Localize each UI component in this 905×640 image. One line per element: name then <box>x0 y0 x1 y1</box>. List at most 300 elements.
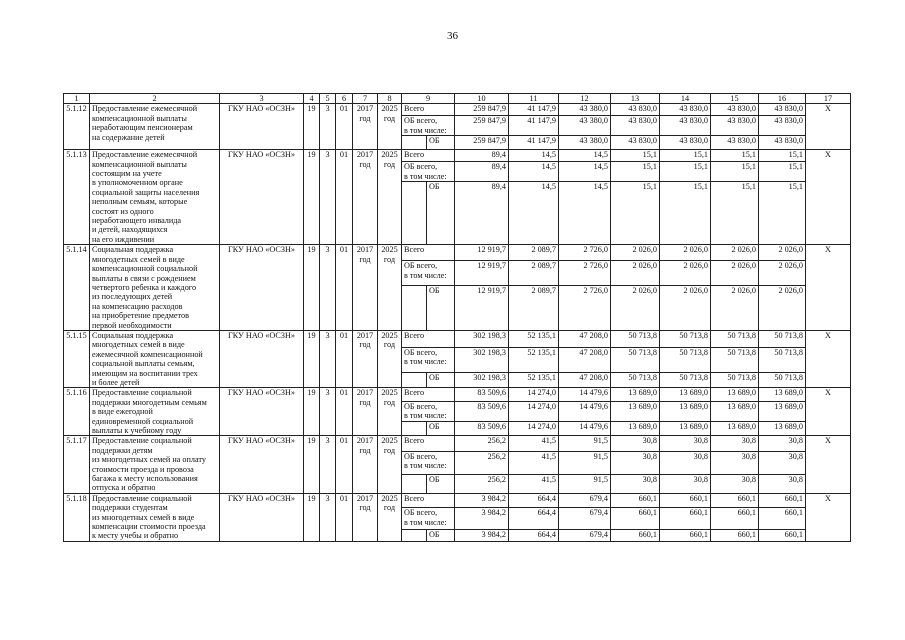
funding-total-label: Всего <box>402 388 455 401</box>
header-cell: 4 <box>304 94 320 104</box>
code-col6: 01 <box>336 245 353 331</box>
measure-name-line: имеющим на воспитании трех <box>92 368 198 378</box>
funding-total-label: Всего <box>402 245 455 261</box>
funding-total-value: 2 026,0 <box>759 245 806 261</box>
funding-ob-value: 679,4 <box>559 508 611 530</box>
funding-ob-only-value: 259 847,9 <box>455 136 509 150</box>
header-cell: 1 <box>64 94 90 104</box>
funding-total-value: 30,8 <box>711 436 759 451</box>
funding-ob-only-value: 660,1 <box>711 530 759 542</box>
funding-ob-only-value: 660,1 <box>611 530 660 542</box>
funding-ob-only-value: 30,8 <box>759 475 806 494</box>
funding-ob-value: 43 380,0 <box>559 116 611 136</box>
funding-ob-only-value: 14 274,0 <box>509 422 559 436</box>
funding-total-value: 13 689,0 <box>759 388 806 401</box>
table-row <box>64 436 851 451</box>
funding-ob-only-value: 30,8 <box>660 475 711 494</box>
measure-name-line: неработающим пенсионерам <box>92 123 193 133</box>
funding-ob-only-value: 664,4 <box>509 530 559 542</box>
end-year: 2025 год <box>378 493 402 541</box>
measure-name-line: неполным семьям, которые <box>92 197 188 207</box>
funding-ob-value: 15,1 <box>611 162 660 182</box>
measure-name-line: отпуска и обратно <box>92 483 156 493</box>
code-col4: 19 <box>304 245 320 331</box>
funding-ob-label: ОБ <box>427 182 455 245</box>
funding-total-value: 43 830,0 <box>611 104 660 116</box>
funding-spacer <box>402 182 427 245</box>
table-row <box>64 245 851 261</box>
measure-name-line: багажа к месту использования <box>92 474 198 484</box>
funding-ob-value: 43 830,0 <box>611 116 660 136</box>
funding-total-value: 41 147,9 <box>509 104 559 116</box>
funding-ob-only-value: 660,1 <box>759 530 806 542</box>
funding-ob-value: 43 830,0 <box>711 116 759 136</box>
measure-name <box>90 245 220 331</box>
measure-name <box>90 436 220 493</box>
funding-ob-value: 47 208,0 <box>559 347 611 372</box>
funding-ob-value: 83 509,6 <box>455 401 509 421</box>
col17-mark: Х <box>806 245 851 331</box>
funding-ob-value: 660,1 <box>660 508 711 530</box>
row-id: 5.1.13 <box>64 150 90 245</box>
funding-ob-value: 43 830,0 <box>660 116 711 136</box>
funding-ob-value: 302 198,3 <box>455 347 509 372</box>
funding-ob-only-value: 43 830,0 <box>711 136 759 150</box>
col17-mark: Х <box>806 388 851 436</box>
col17-mark: Х <box>806 493 851 541</box>
funding-ob-line: в том числе: <box>404 125 447 135</box>
executor: ГКУ НАО «ОСЗН» <box>220 388 304 436</box>
executor: ГКУ НАО «ОСЗН» <box>220 150 304 245</box>
end-year: 2025 год <box>378 150 402 245</box>
start-year: 2017 год <box>353 493 378 541</box>
funding-ob-line: ОБ всего, <box>404 508 438 518</box>
funding-ob-label: ОБ <box>427 422 455 436</box>
funding-total-value: 2 026,0 <box>660 245 711 261</box>
funding-total-value: 13 689,0 <box>711 388 759 401</box>
measure-name-line: компенсационной выплаты <box>92 159 187 169</box>
code-col5: 3 <box>320 150 336 245</box>
funding-total-value: 660,1 <box>759 493 806 507</box>
start-year: 2017 год <box>353 388 378 436</box>
table-row <box>64 388 851 401</box>
funding-ob-value: 30,8 <box>759 451 806 474</box>
funding-total-value: 43 830,0 <box>759 104 806 116</box>
funding-ob-including-label <box>402 508 455 530</box>
executor: ГКУ НАО «ОСЗН» <box>220 436 304 493</box>
funding-spacer <box>402 530 427 542</box>
start-year: 2017 год <box>353 330 378 387</box>
funding-total-value: 2 026,0 <box>711 245 759 261</box>
funding-ob-value: 50 713,8 <box>759 347 806 372</box>
funding-total-value: 47 208,0 <box>559 330 611 347</box>
header-cell: 10 <box>455 94 509 104</box>
funding-ob-only-value: 89,4 <box>455 182 509 245</box>
code-col5: 3 <box>320 436 336 493</box>
funding-ob-only-value: 13 689,0 <box>611 422 660 436</box>
funding-total-label: Всего <box>402 150 455 162</box>
funding-ob-only-value: 30,8 <box>711 475 759 494</box>
funding-spacer <box>402 372 427 387</box>
funding-ob-line: в том числе: <box>404 270 447 280</box>
funding-ob-only-value: 302 198,3 <box>455 372 509 387</box>
funding-total-value: 50 713,8 <box>611 330 660 347</box>
header-cell: 11 <box>509 94 559 104</box>
budget-table <box>63 93 851 542</box>
measure-name-line: компенсации стоимости проезда <box>92 522 206 532</box>
funding-ob-value: 13 689,0 <box>759 401 806 421</box>
funding-ob-only-value: 50 713,8 <box>711 372 759 387</box>
measure-name-line: единовременной социальной <box>92 416 194 426</box>
measure-name-line: Социальная поддержка <box>92 330 174 340</box>
funding-ob-value: 13 689,0 <box>711 401 759 421</box>
funding-ob-only-value: 2 026,0 <box>660 286 711 331</box>
funding-ob-line: ОБ всего, <box>404 347 438 357</box>
funding-ob-only-value: 41 147,9 <box>509 136 559 150</box>
measure-name-line: на приобретение предметов <box>92 311 189 321</box>
funding-ob-only-value: 91,5 <box>559 475 611 494</box>
measure-name-line: и детей, находящихся <box>92 225 168 235</box>
funding-total-value: 14,5 <box>559 150 611 162</box>
funding-ob-value: 2 089,7 <box>509 261 559 286</box>
measure-name-line: многодетных семей в виде <box>92 340 185 350</box>
executor: ГКУ НАО «ОСЗН» <box>220 330 304 387</box>
funding-total-value: 13 689,0 <box>660 388 711 401</box>
funding-ob-only-value: 43 830,0 <box>759 136 806 150</box>
funding-total-value: 2 026,0 <box>611 245 660 261</box>
funding-ob-value: 41,5 <box>509 451 559 474</box>
funding-ob-label: ОБ <box>427 286 455 331</box>
measure-name-line: Предоставление ежемесячной <box>92 150 198 160</box>
header-cell: 16 <box>759 94 806 104</box>
funding-ob-line: в том числе: <box>404 517 447 527</box>
funding-ob-label: ОБ <box>427 136 455 150</box>
funding-ob-only-value: 83 509,6 <box>455 422 509 436</box>
measure-name-line: четвертого ребенка и каждого <box>92 282 197 292</box>
funding-total-value: 91,5 <box>559 436 611 451</box>
funding-ob-value: 14,5 <box>559 162 611 182</box>
funding-total-value: 660,1 <box>711 493 759 507</box>
code-col4: 19 <box>304 493 320 541</box>
measure-name <box>90 150 220 245</box>
funding-ob-line: в том числе: <box>404 171 447 181</box>
funding-ob-value: 30,8 <box>660 451 711 474</box>
funding-ob-only-value: 679,4 <box>559 530 611 542</box>
funding-total-value: 302 198,3 <box>455 330 509 347</box>
funding-ob-including-label <box>402 347 455 372</box>
funding-ob-only-value: 2 026,0 <box>759 286 806 331</box>
header-cell: 6 <box>336 94 353 104</box>
funding-ob-value: 52 135,1 <box>509 347 559 372</box>
measure-name-line: Предоставление социальной <box>92 388 192 398</box>
page-number: 36 <box>447 30 458 42</box>
funding-ob-value: 14 274,0 <box>509 401 559 421</box>
measure-name-line: ежемесячной компенсационной <box>92 349 203 359</box>
code-col4: 19 <box>304 150 320 245</box>
code-col6: 01 <box>336 436 353 493</box>
header-cell: 17 <box>806 94 851 104</box>
header-cell: 14 <box>660 94 711 104</box>
measure-name-line: и более детей <box>92 377 140 387</box>
funding-ob-label: ОБ <box>427 475 455 494</box>
measure-name-line: неработающего инвалида <box>92 216 182 226</box>
funding-total-value: 14,5 <box>509 150 559 162</box>
funding-total-value: 660,1 <box>611 493 660 507</box>
header-cell: 15 <box>711 94 759 104</box>
executor: ГКУ НАО «ОСЗН» <box>220 104 304 150</box>
funding-ob-only-value: 12 919,7 <box>455 286 509 331</box>
funding-total-label: Всего <box>402 436 455 451</box>
measure-name-line: на его иждивении <box>92 234 155 244</box>
measure-name-line: на компенсацию расходов <box>92 301 183 311</box>
measure-name-line: на содержание детей <box>92 132 165 142</box>
funding-total-value: 3 984,2 <box>455 493 509 507</box>
measure-name <box>90 104 220 150</box>
row-id: 5.1.12 <box>64 104 90 150</box>
funding-ob-value: 259 847,9 <box>455 116 509 136</box>
funding-ob-label: ОБ <box>427 372 455 387</box>
funding-ob-line: ОБ всего, <box>404 401 438 411</box>
row-id: 5.1.17 <box>64 436 90 493</box>
funding-total-value: 664,4 <box>509 493 559 507</box>
funding-spacer <box>402 475 427 494</box>
funding-total-value: 2 089,7 <box>509 245 559 261</box>
code-col4: 19 <box>304 436 320 493</box>
funding-ob-only-value: 256,2 <box>455 475 509 494</box>
measure-name-line: к месту учебы и обратно <box>92 531 179 541</box>
measure-name-line: поддержки студентам <box>92 503 168 513</box>
start-year: 2017 год <box>353 150 378 245</box>
funding-ob-value: 664,4 <box>509 508 559 530</box>
measure-name <box>90 388 220 436</box>
funding-total-value: 14 274,0 <box>509 388 559 401</box>
funding-total-value: 14 479,6 <box>559 388 611 401</box>
funding-ob-line: в том числе: <box>404 357 447 366</box>
funding-ob-line: в том числе: <box>404 461 447 471</box>
end-year: 2025 год <box>378 388 402 436</box>
funding-ob-value: 12 919,7 <box>455 261 509 286</box>
funding-ob-line: ОБ всего, <box>404 116 438 126</box>
code-col6: 01 <box>336 388 353 436</box>
funding-total-label: Всего <box>402 330 455 347</box>
funding-ob-only-value: 43 380,0 <box>559 136 611 150</box>
measure-name-line: из многодетных семей на оплату <box>92 455 206 465</box>
funding-total-label: Всего <box>402 104 455 116</box>
code-col5: 3 <box>320 493 336 541</box>
funding-total-value: 15,1 <box>660 150 711 162</box>
header-cell: 12 <box>559 94 611 104</box>
start-year: 2017 год <box>353 104 378 150</box>
measure-name-line: выплаты в связи с рождением <box>92 273 196 283</box>
row-id: 5.1.14 <box>64 245 90 331</box>
col17-mark: Х <box>806 104 851 150</box>
funding-ob-line: ОБ всего, <box>404 261 438 271</box>
col17-mark: Х <box>806 150 851 245</box>
measure-name-line: социальной выплаты семьям, <box>92 359 195 369</box>
funding-total-value: 41,5 <box>509 436 559 451</box>
start-year: 2017 год <box>353 436 378 493</box>
funding-ob-including-label <box>402 451 455 474</box>
table-row <box>64 104 851 116</box>
col17-mark: Х <box>806 330 851 387</box>
funding-ob-including-label <box>402 162 455 182</box>
funding-ob-value: 13 689,0 <box>611 401 660 421</box>
funding-total-label: Всего <box>402 493 455 507</box>
funding-total-value: 89,4 <box>455 150 509 162</box>
funding-ob-value: 2 026,0 <box>660 261 711 286</box>
funding-total-value: 52 135,1 <box>509 330 559 347</box>
code-col4: 19 <box>304 330 320 387</box>
funding-ob-value: 30,8 <box>611 451 660 474</box>
funding-ob-only-value: 14,5 <box>559 182 611 245</box>
col17-mark: Х <box>806 436 851 493</box>
funding-ob-only-value: 30,8 <box>611 475 660 494</box>
measure-name-line: компенсационной выплаты <box>92 113 187 123</box>
funding-ob-value: 41 147,9 <box>509 116 559 136</box>
row-id: 5.1.18 <box>64 493 90 541</box>
code-col4: 19 <box>304 388 320 436</box>
funding-ob-value: 2 026,0 <box>611 261 660 286</box>
funding-ob-value: 43 830,0 <box>759 116 806 136</box>
funding-total-value: 43 830,0 <box>660 104 711 116</box>
funding-ob-including-label <box>402 261 455 286</box>
code-col4: 19 <box>304 104 320 150</box>
executor: ГКУ НАО «ОСЗН» <box>220 493 304 541</box>
funding-spacer <box>402 422 427 436</box>
measure-name-line: в виде ежегодной <box>92 407 153 417</box>
code-col6: 01 <box>336 330 353 387</box>
code-col5: 3 <box>320 388 336 436</box>
table-row <box>64 330 851 347</box>
funding-ob-only-value: 13 689,0 <box>660 422 711 436</box>
executor: ГКУ НАО «ОСЗН» <box>220 245 304 331</box>
funding-total-value: 50 713,8 <box>759 330 806 347</box>
funding-ob-only-value: 41,5 <box>509 475 559 494</box>
funding-ob-value: 50 713,8 <box>660 347 711 372</box>
end-year: 2025 год <box>378 104 402 150</box>
funding-ob-value: 50 713,8 <box>611 347 660 372</box>
funding-ob-only-value: 13 689,0 <box>711 422 759 436</box>
funding-total-value: 15,1 <box>759 150 806 162</box>
end-year: 2025 год <box>378 436 402 493</box>
funding-ob-value: 660,1 <box>711 508 759 530</box>
funding-ob-label: ОБ <box>427 530 455 542</box>
measure-name <box>90 330 220 387</box>
start-year: 2017 год <box>353 245 378 331</box>
funding-ob-only-value: 2 026,0 <box>611 286 660 331</box>
funding-total-value: 50 713,8 <box>660 330 711 347</box>
code-col5: 3 <box>320 245 336 331</box>
measure-name-line: из многодетных семей в виде <box>92 512 195 522</box>
funding-ob-value: 3 984,2 <box>455 508 509 530</box>
funding-ob-value: 15,1 <box>759 162 806 182</box>
code-col6: 01 <box>336 104 353 150</box>
funding-ob-only-value: 15,1 <box>759 182 806 245</box>
funding-total-value: 2 726,0 <box>559 245 611 261</box>
funding-ob-value: 15,1 <box>660 162 711 182</box>
table-row <box>64 150 851 162</box>
funding-total-value: 259 847,9 <box>455 104 509 116</box>
funding-ob-value: 91,5 <box>559 451 611 474</box>
measure-name-line: Социальная поддержка <box>92 245 174 255</box>
funding-ob-only-value: 3 984,2 <box>455 530 509 542</box>
measure-name-line: стоимости проезда и провоза <box>92 464 194 474</box>
measure-name-line: поддержки многодетным семьям <box>92 397 207 407</box>
funding-total-value: 30,8 <box>611 436 660 451</box>
header-cell: 9 <box>402 94 455 104</box>
funding-ob-only-value: 50 713,8 <box>611 372 660 387</box>
funding-ob-only-value: 14,5 <box>509 182 559 245</box>
measure-name-line: выплаты к учебному году <box>92 426 182 435</box>
measure-name-line: Предоставление социальной <box>92 493 192 503</box>
funding-total-value: 660,1 <box>660 493 711 507</box>
measure-name <box>90 493 220 541</box>
measure-name-line: поддержки детям <box>92 445 153 455</box>
funding-total-value: 83 509,6 <box>455 388 509 401</box>
end-year: 2025 год <box>378 330 402 387</box>
header-cell: 7 <box>353 94 378 104</box>
funding-total-value: 15,1 <box>611 150 660 162</box>
funding-ob-value: 256,2 <box>455 451 509 474</box>
funding-ob-including-label <box>402 401 455 421</box>
funding-ob-line: в том числе: <box>404 411 447 421</box>
funding-ob-line: ОБ всего, <box>404 451 438 461</box>
funding-ob-value: 2 026,0 <box>759 261 806 286</box>
funding-ob-only-value: 15,1 <box>711 182 759 245</box>
funding-ob-value: 15,1 <box>711 162 759 182</box>
funding-ob-value: 14 479,6 <box>559 401 611 421</box>
measure-name-line: компенсационной социальной <box>92 264 198 274</box>
funding-total-value: 15,1 <box>711 150 759 162</box>
funding-ob-only-value: 14 479,6 <box>559 422 611 436</box>
header-cell: 5 <box>320 94 336 104</box>
measure-name-line: Предоставление социальной <box>92 436 192 446</box>
funding-ob-value: 89,4 <box>455 162 509 182</box>
funding-ob-only-value: 43 830,0 <box>611 136 660 150</box>
code-col5: 3 <box>320 330 336 387</box>
row-id: 5.1.15 <box>64 330 90 387</box>
funding-total-value: 13 689,0 <box>611 388 660 401</box>
code-col6: 01 <box>336 493 353 541</box>
funding-ob-value: 660,1 <box>611 508 660 530</box>
funding-ob-only-value: 43 830,0 <box>660 136 711 150</box>
funding-total-value: 43 830,0 <box>711 104 759 116</box>
funding-ob-only-value: 15,1 <box>611 182 660 245</box>
funding-ob-only-value: 15,1 <box>660 182 711 245</box>
funding-ob-value: 14,5 <box>509 162 559 182</box>
code-col6: 01 <box>336 150 353 245</box>
funding-spacer <box>402 136 427 150</box>
funding-ob-only-value: 2 026,0 <box>711 286 759 331</box>
funding-spacer <box>402 286 427 331</box>
funding-ob-only-value: 13 689,0 <box>759 422 806 436</box>
funding-ob-value: 50 713,8 <box>711 347 759 372</box>
header-row <box>64 94 851 104</box>
funding-total-value: 50 713,8 <box>711 330 759 347</box>
funding-ob-only-value: 50 713,8 <box>660 372 711 387</box>
funding-ob-only-value: 2 726,0 <box>559 286 611 331</box>
funding-ob-value: 30,8 <box>711 451 759 474</box>
funding-total-value: 30,8 <box>759 436 806 451</box>
funding-total-value: 30,8 <box>660 436 711 451</box>
header-cell: 2 <box>90 94 220 104</box>
header-cell: 3 <box>220 94 304 104</box>
funding-total-value: 12 919,7 <box>455 245 509 261</box>
funding-ob-line: ОБ всего, <box>404 162 438 172</box>
measure-name-line: состоят из одного <box>92 206 154 216</box>
funding-ob-value: 660,1 <box>759 508 806 530</box>
funding-total-value: 256,2 <box>455 436 509 451</box>
